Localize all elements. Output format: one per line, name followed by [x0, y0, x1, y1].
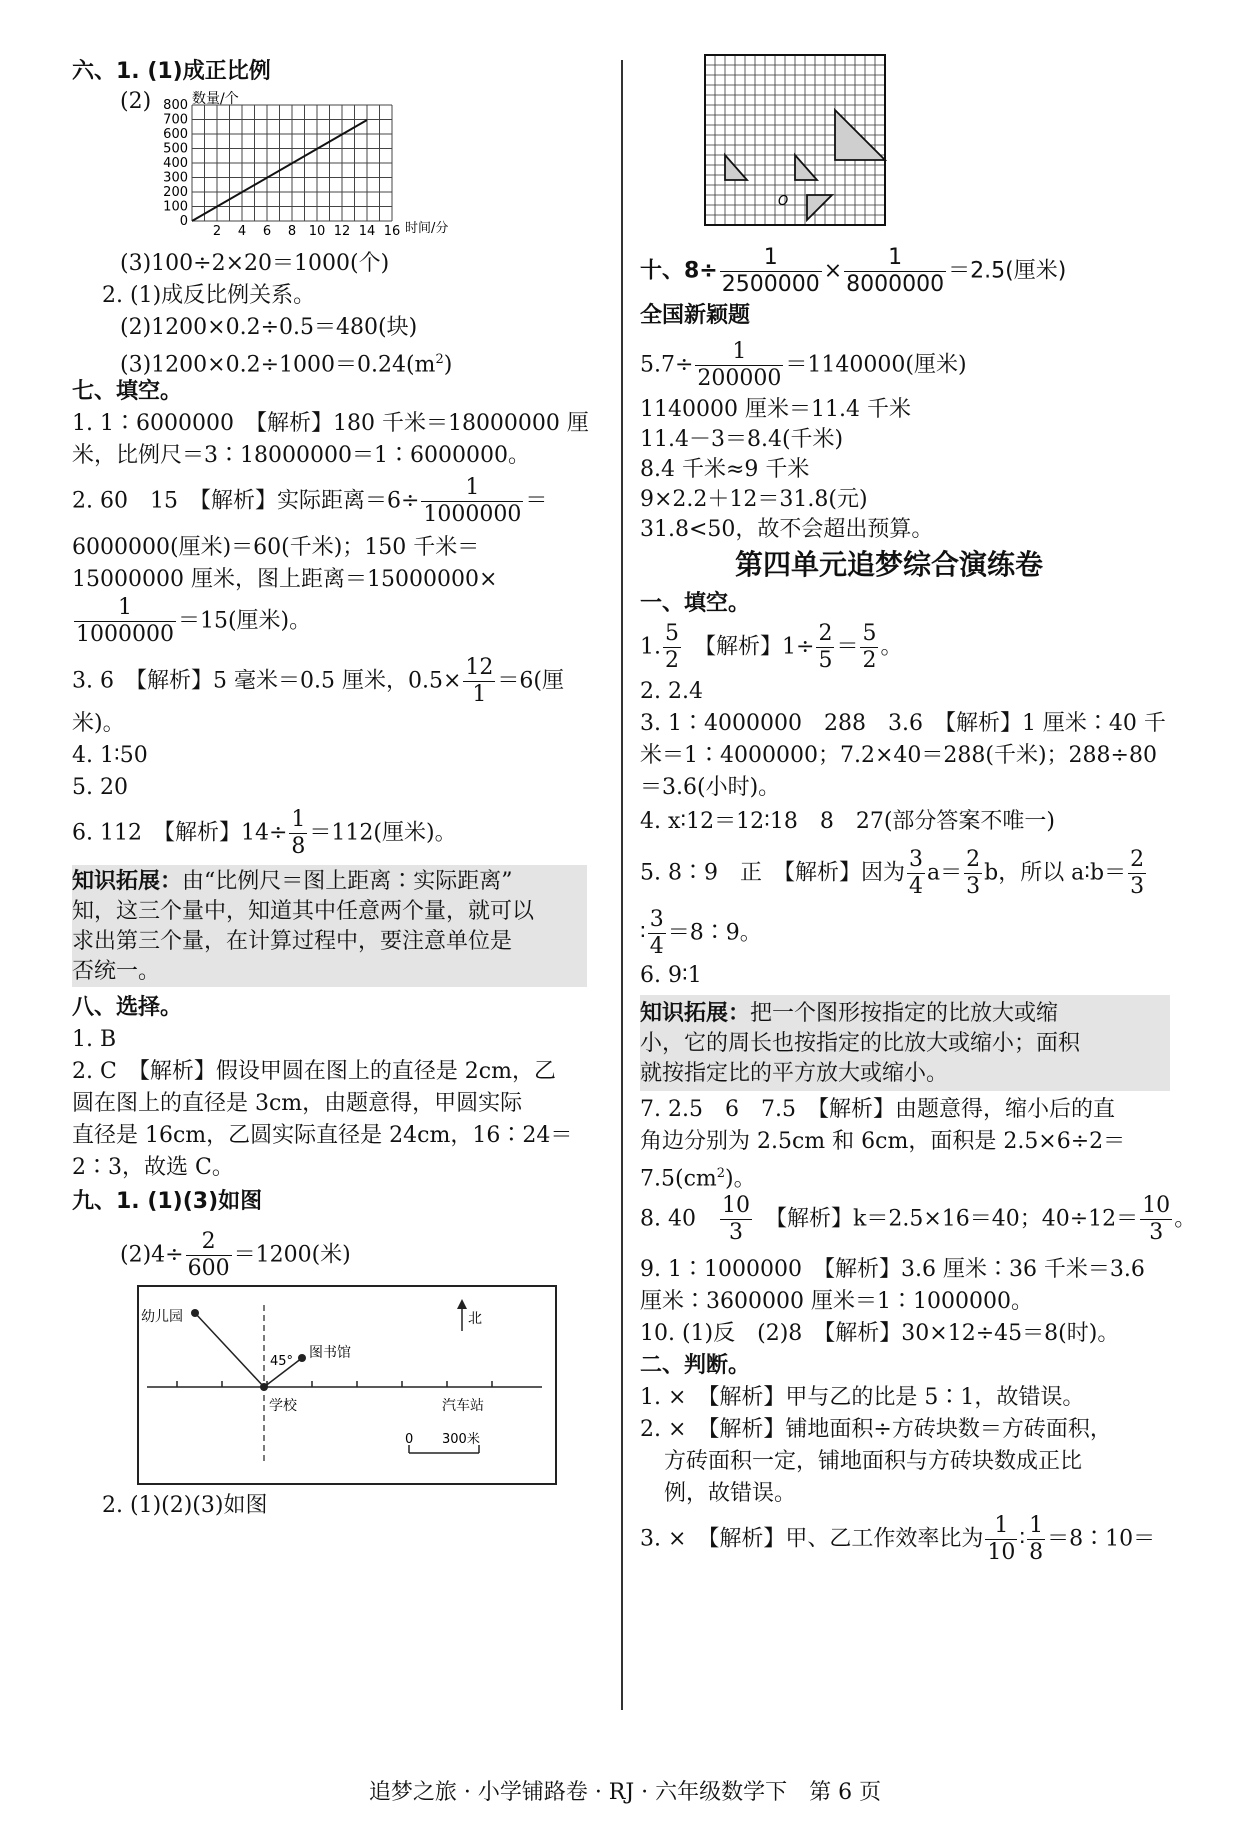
tip1-line4: 否统一。: [72, 959, 161, 984]
fraction-denominator: 8: [291, 834, 306, 859]
r-q3-line2: 米＝1∶4000000；7.2×40＝288(千米)；288÷80: [640, 743, 1157, 768]
r7-text: 7.5(cm: [640, 1166, 717, 1192]
fraction: [663, 621, 681, 674]
q8-2-line4: 2∶3，故选 C。: [72, 1155, 234, 1180]
fraction: [816, 621, 834, 674]
q7-3-line1: [72, 655, 564, 708]
s9-2-tail: ＝1200(米): [233, 1242, 351, 1268]
fraction-denominator: 4: [649, 934, 664, 959]
fraction-denominator: 2: [862, 648, 877, 673]
r8-end: 。: [1174, 1206, 1197, 1232]
fraction: [985, 1513, 1017, 1566]
graph-yticks: [163, 98, 188, 229]
q7-3-line2: 米)。: [72, 711, 125, 736]
r-q1: [640, 621, 902, 674]
tip1-text: 由“比例尺＝图上距离∶实际距离”: [182, 869, 513, 894]
north-arrow-icon: [457, 1299, 467, 1309]
fraction: [844, 245, 946, 298]
fraction: [74, 595, 176, 648]
section-6-q1-3: (3)100÷2×20＝1000(个): [120, 251, 390, 276]
section-9-q2: [120, 1229, 351, 1282]
tip2-line2: 小，它的周长也按指定的比放大或缩小；面积: [640, 1031, 1081, 1056]
j3-end: ＝8∶10＝: [1047, 1526, 1156, 1552]
j3-text: 3. × 【解析】甲、乙工作效率比为: [640, 1526, 984, 1552]
r-q9-line1: 9. 1∶1000000 【解析】3.6 厘米∶36 千米＝3.6: [640, 1257, 1145, 1282]
fraction-denominator: 3: [1149, 1220, 1164, 1245]
q7-3-text: 3. 6 【解析】5 毫米＝0.5 厘米，0.5×: [72, 668, 462, 694]
tip2-text: 把一个图形按指定的比放大或缩: [750, 1001, 1059, 1026]
library-label: 图书馆: [309, 1345, 351, 1361]
fraction-numerator: 10: [1142, 1193, 1171, 1218]
national-new-questions: 全国新颖题: [640, 303, 751, 328]
scale-300: 300米: [442, 1432, 480, 1447]
r7-sup: 2: [716, 1166, 726, 1181]
fraction-denominator: 3: [966, 874, 981, 899]
section-6-q1-1: 六、1. (1)成正比例: [72, 59, 271, 84]
school-dot: [260, 1383, 268, 1391]
fraction: [720, 245, 822, 298]
fraction: [1140, 1193, 1172, 1246]
tip2-line1: [640, 999, 1058, 1029]
r-q3-line1: 3. 1∶4000000 288 3.6 【解析】1 厘米∶40 千: [640, 711, 1166, 736]
proportion-graph: [163, 85, 487, 239]
tip1-line2: 知，这三个量中，知道其中任意两个量，就可以: [72, 899, 535, 924]
scale-zero: 0: [405, 1432, 414, 1447]
q7-5: 5. 20: [72, 775, 128, 800]
national-line2: 1140000 厘米＝11.4 千米: [640, 397, 911, 422]
fraction-numerator: 5: [665, 621, 679, 646]
r1-text: 【解析】1÷: [705, 634, 815, 660]
school-label: 学校: [269, 1398, 297, 1414]
fraction-denominator: 10: [987, 1540, 1016, 1565]
y-tick-label: 300: [163, 170, 188, 186]
y-tick-label: 500: [163, 141, 188, 157]
fraction-numerator: 2: [818, 621, 833, 646]
y-tick-label: 800: [163, 98, 188, 113]
r-q3-line3: ＝3.6(小时)。: [640, 775, 781, 800]
q7-2-line3: 15000000 厘米，图上距离＝15000000×: [72, 567, 498, 592]
graph-ylabel: 数量/个: [192, 91, 239, 107]
page-footer: 追梦之旅 · 小学铺路卷 · RJ · 六年级数学下 第 6 页: [368, 1780, 882, 1805]
y-tick-label: 400: [163, 156, 188, 171]
x-tick-label: 2: [212, 224, 222, 239]
tip2-label: 知识拓展：: [640, 1001, 751, 1026]
fraction-numerator: 1: [844, 245, 946, 272]
fraction: [860, 621, 878, 674]
left-column: [72, 55, 602, 1743]
r-q7-line1: 7. 2.5 6 7.5 【解析】由题意得，缩小后的直: [640, 1097, 1115, 1122]
q2-3-sup: 2: [435, 352, 444, 367]
fraction-numerator: 2: [186, 1229, 232, 1256]
r1-end: 。: [880, 634, 903, 660]
r-q4: 4. x∶12＝12∶18 8 27(部分答案不唯一): [640, 809, 1055, 834]
origin-label: O: [778, 194, 789, 209]
fraction-numerator: 2: [1130, 847, 1145, 872]
tip1-line1: [72, 867, 513, 897]
section-9-q1: 九、1. (1)(3)如图: [72, 1189, 263, 1214]
section-6-q2-2: (2)1200×0.2÷0.5＝480(块): [120, 315, 418, 340]
r-q8: [640, 1193, 1196, 1246]
fraction-numerator: 12: [465, 655, 494, 680]
tip1-line3: 求出第三个量，在计算过程中，要注意单位是: [72, 929, 513, 954]
national-line6: 31.8<50，故不会超出预算。: [640, 517, 934, 542]
r-q5-cont: [640, 907, 762, 960]
n1-tail: ＝1140000(厘米): [785, 352, 967, 378]
j-q2-line1: 2. × 【解析】铺地面积÷方砖块数＝方砖面积，: [640, 1417, 1112, 1442]
q7-4: 4. 1∶50: [72, 743, 148, 768]
fraction: [695, 339, 783, 392]
r-q7-line2: 角边分别为 2.5cm 和 6cm，面积是 2.5×6÷2＝: [640, 1129, 1126, 1154]
q8-2-line1: 2. C 【解析】假设甲圆在图上的直径是 2cm，乙: [72, 1059, 556, 1084]
r-q10: 10. (1)反 (2)8 【解析】30×12÷45＝8(时)。: [640, 1321, 1120, 1346]
section-8-title: 八、选择。: [72, 995, 183, 1020]
q7-1-line1: 1. 1∶6000000 【解析】180 千米＝18000000 厘: [72, 411, 589, 436]
y-tick-label: 700: [163, 112, 188, 128]
r7-tail: )。: [725, 1166, 756, 1192]
r5-text: 5. 8∶9 正 【解析】因为: [640, 860, 905, 886]
kindergarten-line: [195, 1313, 264, 1387]
y-tick-label: 0: [179, 214, 188, 229]
x-tick-label: 16: [383, 224, 401, 239]
r5-b: b，所以 a∶b＝: [984, 860, 1127, 886]
x-tick-label: 12: [333, 224, 351, 239]
s9-2-text: (2)4÷: [120, 1242, 184, 1268]
fraction-denominator: 2500000: [721, 272, 820, 297]
q7-2-tail2: ＝15(厘米)。: [177, 608, 312, 634]
section-7-title: 七、填空。: [72, 379, 183, 404]
graph-xlabel: 时间/分: [405, 221, 449, 236]
kindergarten-dot: [191, 1309, 199, 1317]
r1-eq: ＝: [836, 634, 859, 660]
j3-ratio: ∶: [1019, 1526, 1026, 1552]
north-label: 北: [468, 1311, 482, 1327]
q7-2-line4: [72, 595, 311, 648]
map-border: [138, 1286, 556, 1484]
section-6-q2-3: [120, 345, 452, 380]
y-tick-label: 600: [163, 127, 188, 142]
y-tick-label: 100: [163, 199, 188, 215]
r5-end: ＝8∶9。: [667, 920, 762, 946]
fraction-denominator: 4: [908, 874, 923, 899]
fraction-numerator: 1: [720, 245, 822, 272]
r-q7-line3: [640, 1159, 756, 1194]
q7-6-text: 6. 112 【解析】14÷: [72, 820, 288, 846]
bus-station-label: 汽车站: [442, 1398, 484, 1414]
fraction: [964, 847, 982, 900]
fraction-numerator: 2: [966, 847, 981, 872]
section-9-q2-figure: 2. (1)(2)(3)如图: [102, 1493, 268, 1518]
j-q2-line3: 例，故错误。: [664, 1481, 797, 1506]
fraction-numerator: 1: [74, 595, 176, 622]
column-divider: [621, 60, 623, 1710]
q7-2-line2: 6000000(厘米)＝60(千米)；150 千米＝: [72, 535, 480, 560]
q7-6: [72, 807, 457, 860]
q7-6-tail: ＝112(厘米)。: [309, 820, 457, 846]
j-q3: [640, 1513, 1155, 1566]
fraction: [720, 1193, 752, 1246]
triangle-small-2: [795, 155, 817, 180]
fraction-numerator: 1: [1029, 1513, 1044, 1538]
fraction: [421, 475, 523, 528]
s10-tail: ＝2.5(厘米): [948, 258, 1067, 284]
q7-2-tail: ＝: [525, 488, 548, 514]
fraction-denominator: 1: [472, 682, 487, 707]
fraction: [1027, 1513, 1045, 1566]
x-tick-label: 6: [262, 224, 272, 239]
national-line5: 9×2.2＋12＝31.8(元): [640, 487, 868, 512]
y-tick-label: 200: [163, 185, 188, 200]
tip1-label: 知识拓展：: [72, 869, 183, 894]
fraction-denominator: 600: [187, 1256, 230, 1281]
national-line4: 8.4 千米≈9 千米: [640, 457, 810, 482]
fraction-numerator: 1: [985, 1513, 1017, 1540]
fraction: [1128, 847, 1146, 900]
fraction-numerator: 1: [695, 339, 783, 366]
fraction-numerator: 1: [421, 475, 523, 502]
national-line1: [640, 339, 967, 392]
map-road-ticks: [177, 1381, 492, 1387]
library-dot: [298, 1354, 306, 1362]
x-tick-label: 4: [237, 224, 247, 239]
fraction-denominator: 3: [729, 1220, 743, 1245]
fraction-numerator: 3: [908, 847, 923, 872]
fraction: [186, 1229, 232, 1282]
tip2-line3: 就按指定比的平方放大或缩小。: [640, 1061, 949, 1086]
q7-2-line1: [72, 475, 547, 528]
fraction-numerator: 1: [291, 807, 306, 832]
national-line3: 11.4－3＝8.4(千米): [640, 427, 844, 452]
fraction-denominator: 1000000: [423, 502, 522, 527]
r1-num-label: 1.: [640, 634, 661, 660]
r-q2: 2. 2.4: [640, 679, 703, 704]
kindergarten-label: 幼儿园: [141, 1309, 183, 1325]
q2-3-text: (3)1200×0.2÷1000＝0.24(m: [120, 352, 436, 378]
right-column: [640, 55, 1197, 1743]
s10-text: 十、8÷: [640, 258, 718, 284]
q7-3-tail: ＝6(厘: [497, 668, 564, 694]
q8-2-line3: 直径是 16cm，乙圆实际直径是 24cm，16∶24＝: [72, 1123, 573, 1148]
fraction: [648, 907, 666, 960]
section-6-q2-1: 2. (1)成反比例关系。: [102, 283, 316, 308]
angle-label: 45°: [270, 1354, 294, 1369]
fraction-denominator: 2: [665, 648, 679, 673]
r8-analysis: 【解析】k＝2.5×16＝40；40÷12＝: [776, 1206, 1139, 1232]
triangle-rotated: [807, 195, 832, 220]
section-10: [640, 245, 1066, 298]
fraction-denominator: 8000000: [846, 272, 945, 297]
fraction-denominator: 5: [818, 648, 833, 673]
j-q2-line2: 方砖面积一定，铺地面积与方砖块数成正比: [664, 1449, 1083, 1474]
unit-4-title: 第四单元追梦综合演练卷: [735, 548, 1044, 581]
section-6-q1-2-label: (2): [120, 89, 152, 114]
j-q1: 1. × 【解析】甲与乙的比是 5∶1，故错误。: [640, 1385, 1085, 1410]
r-q6: 6. 9∶1: [640, 963, 702, 988]
s10-times: ×: [823, 258, 843, 284]
x-tick-label: 8: [287, 224, 297, 239]
r-section-1-title: 一、填空。: [640, 591, 751, 616]
fraction: [289, 807, 307, 860]
fraction-numerator: 3: [649, 907, 664, 932]
fraction-denominator: 1000000: [76, 622, 174, 647]
fraction: [463, 655, 495, 708]
x-tick-label: 14: [358, 224, 376, 239]
triangle-grid: [705, 55, 887, 227]
fraction-denominator: 200000: [697, 366, 782, 391]
n1-text: 5.7÷: [640, 352, 694, 378]
fraction-denominator: 8: [1029, 1540, 1044, 1565]
q8-2-line2: 圆在图上的直径是 3cm，由题意得，甲圆实际: [72, 1091, 523, 1116]
x-tick-label: 10: [308, 224, 326, 239]
q7-2-text: 2. 60 15 【解析】实际距离＝6÷: [72, 488, 420, 514]
fraction-denominator: 3: [1130, 874, 1145, 899]
r8-text: 8. 40: [640, 1206, 696, 1232]
triangle-small-1: [725, 155, 747, 180]
q8-1: 1. B: [72, 1027, 117, 1052]
r-section-2-title: 二、判断。: [640, 1353, 751, 1378]
q2-3-close: ): [443, 352, 453, 378]
fraction-numerator: 10: [722, 1193, 750, 1218]
r5-ratio: ∶: [640, 920, 646, 946]
r-q9-line2: 厘米∶3600000 厘米＝1∶1000000。: [640, 1289, 1033, 1314]
location-map: [137, 1285, 557, 1485]
r5-a: a＝: [926, 860, 963, 886]
graph-xticks: [213, 224, 400, 239]
r-q5: [640, 847, 1148, 900]
fraction-numerator: 5: [862, 621, 877, 646]
q7-1-line2: 米，比例尺＝3∶18000000＝1∶6000000。: [72, 443, 530, 468]
fraction: [907, 847, 925, 900]
